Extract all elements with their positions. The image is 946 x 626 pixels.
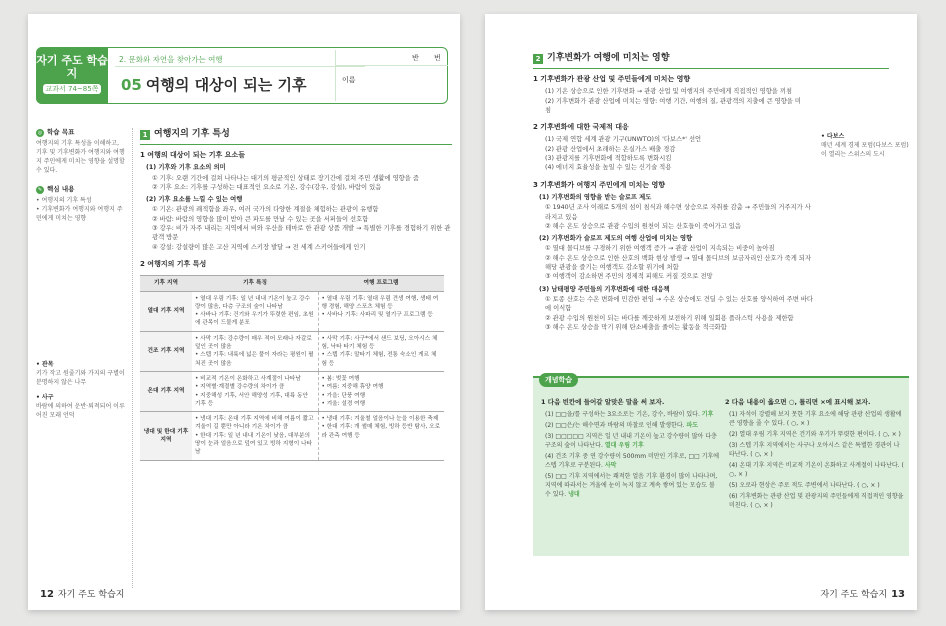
feature-cell [192,291,318,331]
key-label-text: 핵심 내용 [47,185,75,193]
item: ② 바람: 바람의 영향을 많이 받아 큰 파도를 만날 수 있는 곳을 서퍼들이 선호함 [152,215,369,223]
cell-line: • 한대 기후: 개 썰매 체험, 빙하 등반 탐사, 오로라 관측 여행 등 [321,424,441,439]
lesson-header [36,47,448,104]
quiz-item [545,432,721,450]
item: (2) 관광 산업에서 초래하는 온실가스 배출 경감 [545,145,676,153]
region-cell: 냉대 및 한대 기후 지역 [140,412,192,460]
name-box [335,50,447,101]
quiz-question: (3) □□□□□ 지역은 일 년 내내 기온이 높고 강수량이 많아 다층 구조의 숲이 나타난다. [545,433,717,449]
quiz-item[interactable]: (5) 오로라 현상은 주로 적도 주변에서 나타난다. ( ○, × ) [729,482,880,489]
feature-cell [192,371,318,411]
heading: 3 기후변화가 여행지 주민에게 미치는 영향 [533,180,666,189]
table-row [140,331,444,371]
heading: 2 기후변화에 대한 국제적 대응 [533,123,629,132]
region-cell: 열대 기후 지역 [140,291,192,331]
section-rule [533,68,889,69]
name-label[interactable]: 이름 [342,76,356,84]
goal-label-text: 학습 목표 [47,128,75,136]
item: (3) 관광지를 기후변화에 적합하도록 변화시킴 [545,155,672,163]
cell-line: • 여름: 지중해 휴양 여행 [321,384,384,391]
quiz-item [545,410,721,419]
section-number-icon: 2 [533,54,543,64]
quiz-item[interactable]: (4) 온대 기후 지역은 비교적 기온이 온화하고 사계절이 나타난다. ( ○, × ) [729,462,904,478]
quiz-answer[interactable]: 파도 [686,422,699,429]
badge-pages: 교과서 74~85쪽 [43,84,101,94]
quiz-item[interactable]: (2) 열대 우림 기후 지역은 건기와 우기가 뚜렷한 편이다. ( ○, × ) [729,431,901,438]
program-cell [318,331,444,371]
section-title [533,54,889,64]
subheading: (1) 기후변화의 영향을 받는 슬로프 제도 [539,193,652,201]
quiz-answer[interactable]: 냉대 [568,491,580,498]
item: ① 토종 산호는 수온 변화에 민감한 편임 → 수온 상승에도 견딜 수 있는 산호를 양식하여 주변 바다에 이식함 [545,295,814,313]
cell-line: • 스텝 기후: 내륙에 넓은 풀이 자라는 평원이 펼쳐진 곳이 많음 [195,352,314,367]
cell-line: • 비교적 기온이 온화하고 사계절이 나타남 [195,375,301,382]
section-title-text: 기후변화가 여행에 미치는 영향 [547,53,670,64]
quiz-bar [533,376,909,392]
quiz-answer[interactable]: 열대 우림 기후 [604,442,644,449]
right-page [485,14,917,610]
concept-quiz [533,392,909,556]
item: ② 기후 요소: 기후를 구성하는 대표적인 요소로 기온, 강수(강우, 강설), 바람이 있음 [152,183,382,191]
left-main [140,130,452,461]
lesson-number: 05 [121,76,142,94]
quiz-question: (4) 건조 기후 중 연 강수량이 500mm 미만인 기후로, □□ 기후에 스텝 기후로 구분된다. [545,453,720,469]
right-sidebar [821,132,911,159]
subheading: (1) 기후와 기후 요소의 의미 [146,164,226,172]
climate-table [140,275,444,460]
section-title-text: 여행지의 기후 특성 [154,129,230,140]
glossary [36,360,128,420]
region-cell: 온대 기후 지역 [140,371,192,411]
cell-line: • 가을: 단풍 여행 [321,392,366,399]
class-number-row [336,50,448,66]
item: ② 해수 온도 상승으로 관광 수입의 원천이 되는 산호들이 죽어가고 있음 [545,222,741,230]
item: ② 해수 온도 상승으로 인한 산호의 백화 현상 발생 → 열대 몰디브의 보금자리인 산호가 죽게 되자 해당 관광을 즐기는 여행객도 감소할 위기에 처함 [545,254,812,272]
page-label: 자기 주도 학습지 [820,590,888,600]
quiz-item [545,472,721,499]
table-row [140,412,444,460]
cell-line: • 사막 기후: 강수량이 매우 적어 모래나 자갈로 덮인 곳이 많음 [195,335,312,351]
section-number-icon: 1 [140,130,150,140]
page-footer [820,587,909,600]
item: ① 기후: 오랜 기간에 걸쳐 나타나는 대기의 평균적인 상태로 장기간에 걸쳐 주민 생활에 영향을 줌 [152,174,419,182]
glossary-def: 바람에 의하여 운반·퇴적되어 이루어진 모래 언덕 [36,403,125,419]
page-number: 12 [40,589,54,600]
page-number: 13 [891,589,905,600]
key-icon: ✎ [37,186,43,193]
cell-line: • 한대 기후: 일 년 내내 기온이 낮음, 대부분의 땅이 눈과 얼음으로 덮여 있고 빙하 지형이 나타남 [195,432,313,456]
lesson-title [121,74,306,95]
heading: 1 여행의 대상이 되는 기후 요소들 [140,151,245,159]
quiz-answer[interactable]: 기후 [701,411,714,418]
glossary-term: • 관목 [36,361,54,368]
item: (4) 에너지 효율성을 높일 수 있는 신기술 적용 [545,164,672,172]
cell-line: • 스텝 기후: 말타기 체험, 전통 숙소인 게르 체험 등 [321,352,437,367]
section-title [140,130,452,140]
column-divider [132,128,133,588]
key-label [36,185,126,194]
table-row [140,371,444,411]
item: ③ 여행객이 감소하면 주민의 경제적 피해도 커질 것으로 전망 [545,273,713,281]
program-cell [318,412,444,460]
item: (2) 기후변화가 관광 산업에 미치는 영향: 여행 기간, 여행의 질, 관광객의 지출에 큰 영향을 미침 [545,97,801,114]
item: (1) 기온 상승으로 인한 기후변화 → 관광 산업 및 여행지의 주민에게 직접적인 영향을 끼침 [545,88,793,96]
quiz-item[interactable]: (3) 스텝 기후 지역에서는 사구나 오아시스 같은 특별한 경관이 나타난다. ( ○, × ) [729,442,900,458]
quiz-tag: 개념학습 [539,373,578,387]
region-cell: 건조 기후 지역 [140,331,192,371]
page-footer [36,587,125,600]
item: ③ 해수 온도 상승을 막기 위해 탄소배출을 줄이는 활동을 적극화함 [545,323,727,331]
item: ① 열대 몰디브를 구경하기 위한 여행객 증가 → 관광 산업이 지속되는 비중이 높아짐 [545,245,775,253]
goal-label [36,128,126,137]
cell-line: • 사바나 기후: 사파리 및 열기구 프로그램 등 [321,312,433,319]
cell-line: • 열대 우림 기후: 일 년 내내 기온이 높고 강수량이 많음, 다층 구조의 숲이 나타남 [195,295,310,310]
item: ③ 강우: 비가 자주 내리는 지역에서 비와 우산을 테마로 한 관광 상품 개발 → 특별한 기후를 경험하기 위한 관광객 방문 [152,225,451,242]
item: ① 1940년 조사 이래로 5개의 섬이 침식과 해수면 상승으로 자취를 감춤 → 주민들의 거주지가 사라지고 있음 [545,204,811,221]
subheading: (3) 남태평양 주민들의 기후변화에 대한 대응책 [539,285,670,293]
quiz-question: (1) □□을/를 구성하는 3요소로는 기온, 강수, 바람이 있다. [545,411,700,418]
glossary-term: • 사구 [36,394,54,401]
subheading: (2) 기후변화가 슬로프 제도의 여행 산업에 미치는 영향 [539,235,693,243]
quiz-fill-blanks [541,398,721,501]
program-cell [318,371,444,411]
lesson-title-text: 여행의 대상이 되는 기후 [145,76,307,94]
number-label: 번 [434,54,441,62]
quiz-item [545,452,721,470]
quiz-question: (5) □□ 기후 지역에서는 쾌적한 얼음 기후 환경이 많이 나타나며, 지역에 따라서는 겨울에 눈이 녹지 않고 계속 쌓여 있는 모습도 볼 수 있다. [545,473,718,498]
quiz-item [545,421,721,430]
header-divider [115,66,365,67]
cell-line: • 지중해성 기후, 서안 해양성 기후, 대륙 동안 기후 등 [195,392,309,407]
cell-line: • 열대 우림 기후: 열대 우림 견생 여행, 생태 여행 경험, 해양 스포츠 체험 등 [321,295,439,310]
item: ② 관광 수입의 원천이 되는 바다를 깨끗하게 보전하기 위해 일회용 플라스틱 사용을 제한함 [545,314,794,322]
table-row [140,291,444,331]
quiz-answer[interactable]: 사막 [604,462,617,469]
goal-text: 여행지의 기후 특성을 이해하고, 기후 및 기후변화가 여행지와 여행지 주민에게 미치는 영향을 설명할 수 있다. [36,140,125,174]
table-header: 여행 프로그램 [318,276,444,291]
cell-line: • 봄: 벚꽃 여행 [321,375,360,382]
quiz-heading: 2 다음 내용이 옳으면 ○, 틀리면 ×에 표시해 보자. [725,398,871,406]
left-page [28,14,460,610]
quiz-question: (2) □□은/는 해수면과 바람의 마찰로 인해 발생한다. [545,422,685,429]
key-item: • 기후변화가 여행지와 여행지 주민에게 미치는 영향 [36,206,123,222]
glossary-term: • 다보스 [821,133,845,140]
glossary-def: 키가 작고 원줄기와 가지의 구별이 분명하지 않은 나무 [36,370,125,386]
badge-title: 자기 주도 학습지 [36,54,108,80]
cell-line: • 냉대 기후: 겨울철 얼음이나 눈을 이용한 축제 [321,416,439,423]
page-label: 자기 주도 학습지 [57,590,125,600]
program-cell [318,291,444,331]
item: ④ 강설: 강설량이 많은 고산 지역에 스키장 발달 → 전 세계 스키어들에게 인기 [152,243,366,251]
subheading: (2) 기후 요소를 느낄 수 있는 여행 [146,196,243,204]
table-header: 기후 지역 [140,276,192,291]
section-rule [140,144,452,145]
cell-line: • 지역별·계절별 강수량의 차이가 큼 [195,384,285,391]
feature-cell [192,412,318,460]
self-study-badge [36,47,108,104]
right-main [533,54,889,332]
cell-line: • 냉대 기후: 온대 기후 지역에 비해 여름이 짧고 겨울이 길 뿐만 아니라 기온 차이가 큼 [195,416,314,431]
quiz-heading: 1 다음 빈칸에 들어갈 알맞은 말을 써 보자. [541,398,665,406]
feature-cell [192,331,318,371]
key-item: • 여행지의 기후 특성 [36,197,92,204]
unit-title: 2. 문화와 자연을 찾아가는 여행 [119,55,223,64]
cell-line: • 사바나 기후: 건기와 우기가 뚜렷한 편임, 초원에 관목이 드물게 분포 [195,312,314,327]
cell-line: • 겨울: 설경 여행 [321,400,366,407]
class-label: 반 [412,54,419,62]
glossary-def: 매년 세계 경제 포럼(다보스 포럼)이 열리는 스위스의 도시 [821,142,909,158]
item: (1) 국제 연합 세계 관광 기구(UNWTO)의 '다보스*' 선언 [545,136,702,144]
table-header: 기후 특징 [192,276,318,291]
quiz-true-false [725,398,905,512]
quiz-item[interactable]: (6) 기후변화는 관광 산업 및 관광지의 주민들에게 직접적인 영향을 미친다. ( ○, × ) [729,493,904,509]
heading: 2 여행지의 기후 특성 [140,259,207,268]
heading: 1 기후변화가 관광 산업 및 주민들에게 미치는 영향 [533,75,691,83]
item: ① 기온: 관광의 쾌적함을 좌우, 여러 국가의 다양한 계절을 체험하는 관광이 유행함 [152,206,379,214]
quiz-item[interactable]: (1) 자석이 강렬해 보지 못한 기후 요소에 해당 관광 산업의 생활에 큰 영향을 줄 수 있다. ( ○, × ) [729,411,902,427]
left-sidebar [36,128,126,588]
cell-line: • 사막 기후: 사구*에서 샌드 보딩, 오아시스 체험, 낙타 타기 체험 등 [321,335,438,351]
target-icon: ◎ [37,129,43,136]
